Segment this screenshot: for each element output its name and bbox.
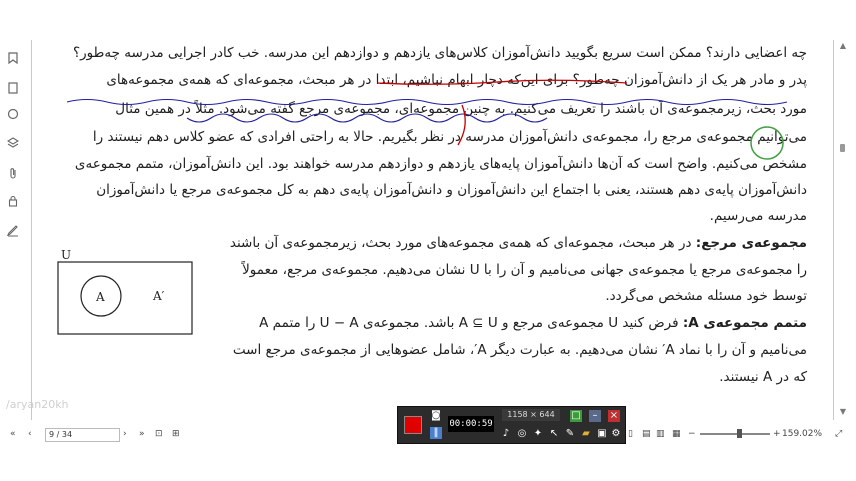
paragraph-line: چه اعضایی دارند؟ ممکن است سریع بگویید دانش‌آموزان کلاس‌های یازدهم و دوازدهم این مدرسه. خب کادر اجرایی مدرسه چه‌طور؟ [72,45,807,61]
attachment-icon[interactable] [7,167,19,181]
venn-diagram [55,248,215,340]
left-toolbar [0,40,26,250]
audio-icon[interactable]: ♪ [502,428,510,439]
paragraph-line: می‌توانیم مجموعه‌ی مرجع را، مجموعه‌ی دانش‌آموزان مدرسه در نظر بگیریم. حالا به راحتی افرادی که عضو کلاس دهم نیستند را [92,129,807,145]
close-icon[interactable]: × [609,410,619,421]
scroll-up-icon[interactable]: ▲ [839,41,847,50]
paragraph-line: پدر و مادر هر یک از دانش‌آموزان چه‌طور؟ برای این‌که دچار ابهام نباشیم، ابتدا در هر مبحث، مجموعه‌ای که همه‌ی مجموعه‌های [106,72,807,88]
definition-complement-line: متمم مجموعه‌ی A: فرض کنید U مجموعه‌ی مرجع و A ⊆ U باشد. مجموعه‌ی U − A را متمم A [259,315,807,331]
fit-page-icon[interactable]: ⊡ [155,429,163,439]
record-stop-button[interactable] [404,416,422,434]
cursor-highlight [751,127,783,159]
page-border-left [31,40,32,420]
folder-icon[interactable]: ▰ [582,428,590,439]
layers-icon[interactable] [7,137,19,151]
zoom-slider-thumb[interactable] [737,429,742,438]
continuous-icon[interactable]: ▤ [642,429,651,439]
universe-rectangle [58,262,192,334]
definition-universal-line: توسط خود مسئله مشخص می‌گردد. [605,288,807,304]
two-page-continuous-icon[interactable]: ▦ [672,429,681,439]
zoom-out-icon[interactable]: − [688,429,696,439]
two-page-icon[interactable]: ▥ [656,429,665,439]
prev-page-icon[interactable]: ‹ [28,429,32,439]
definition-heading: متمم مجموعه‌ی A: [682,315,807,331]
definition-heading: مجموعه‌ی مرجع: [695,235,807,251]
effects-icon[interactable]: ✦ [533,428,543,439]
definition-universal-line: مجموعه‌ی مرجع: در هر مبحث، مجموعه‌ای که همه‌ی مجموعه‌های مورد بحث، زیرمجموعه‌ی آن باشند [229,235,807,251]
comment-icon[interactable] [7,108,19,122]
complement-label: A′ [153,289,165,303]
next-page-icon[interactable]: › [123,429,127,439]
pen-annotations [37,40,833,420]
pages-icon[interactable] [7,82,19,96]
expand-icon[interactable]: ⤢ [835,429,843,439]
scroll-thumb[interactable] [840,144,845,152]
first-page-icon[interactable]: « [10,429,16,439]
elapsed-time: 00:00:59 [448,416,494,432]
settings-gear-icon[interactable]: ⚙ [611,428,621,439]
image-icon[interactable]: ▣ [597,428,607,439]
zoom-value[interactable]: 159.02% [782,429,823,439]
single-page-icon[interactable]: ▯ [628,429,633,439]
screen-recorder-toolbar [397,406,626,444]
vertical-scrollbar[interactable] [836,40,850,420]
last-page-icon[interactable]: » [139,429,145,439]
signature-icon[interactable] [7,225,19,239]
definition-complement-line: که در A نیستند. [719,369,807,385]
watermark: /aryan20kh [6,398,69,411]
fit-width-icon[interactable]: ⊞ [172,429,180,439]
paragraph-line: مورد بحث، زیرمجموعه‌ی آن باشند را تعریف می‌کنیم. به چنین مجموعه‌ای، مجموعه‌ی مرجع گفته می‌شود. مثلاً در همین مثال [115,101,807,117]
paragraph-line: مدرسه می‌رسیم. [709,208,807,224]
camera-icon[interactable]: ◙ [431,410,441,421]
bookmark-icon[interactable] [7,52,19,66]
cursor-icon[interactable]: ↖ [549,428,559,439]
lock-icon[interactable] [7,195,19,209]
page-number-input[interactable]: 9 / 34 [45,428,120,442]
definition-universal-line: را مجموعه‌ی مرجع یا مجموعه‌ی جهانی می‌نامیم و آن را با U نشان می‌دهیم. مجموعه‌ی مرجع، معمولاً [242,262,807,278]
set-a-label: A [96,290,105,304]
scroll-down-icon[interactable]: ▼ [839,407,847,416]
zoom-in-icon[interactable]: + [773,429,781,439]
pdf-page [37,40,833,420]
zoom-slider-track[interactable] [700,433,770,435]
paragraph-line: مشخص می‌کنیم. واضح است که آن‌ها دانش‌آموزان پایه‌های یازدهم و دوازدهم مدرسه خواهند بود. این دانش‌آموزان، متمم مجموعه‌ی [74,156,807,172]
universe-label: U [61,248,72,262]
definition-complement-line: می‌نامیم و آن را با نماد A′ نشان می‌دهیم. به عبارت دیگر A′، شامل عضوهایی از مجموعه‌ی مرجع است [232,342,807,358]
pen-icon[interactable]: ✎ [565,428,575,439]
paragraph-line: دانش‌آموزان پایه‌ی دهم هستند، یعنی با اجتماع این دانش‌آموزان و دانش‌آموزان پایه‌ی دهم به کل مجموعه‌ی مرجع یا دانش‌آموزان [96,182,807,198]
pause-icon[interactable]: ‖ [430,427,442,439]
maximize-icon[interactable]: □ [571,410,581,421]
minimize-icon[interactable]: – [589,410,601,422]
frame-size: 1158 × 644 [502,409,560,421]
webcam-icon[interactable]: ◎ [517,428,527,439]
page-border-right [833,40,834,420]
